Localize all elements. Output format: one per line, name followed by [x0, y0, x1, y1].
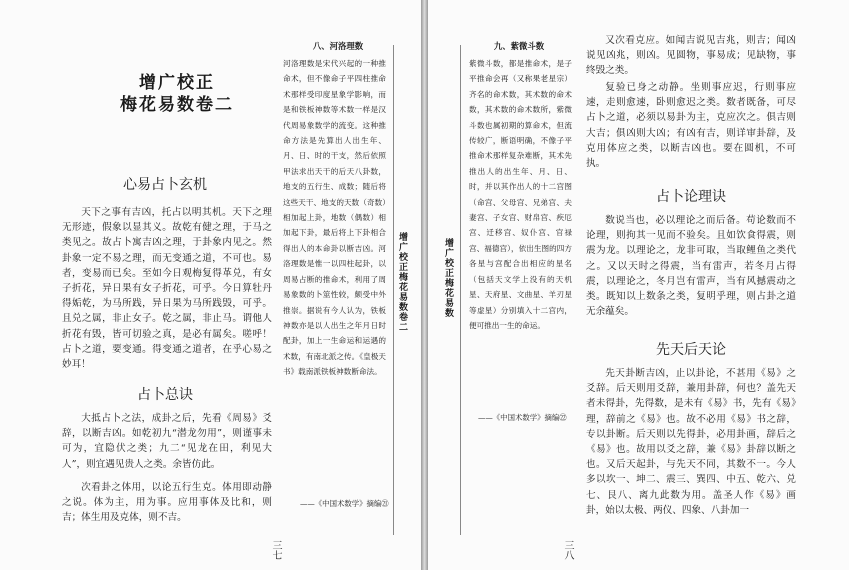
book-spine — [421, 0, 428, 570]
section-heading-lunli: 占卜论理诀 — [656, 189, 726, 205]
section-heading-zongjue: 占卜总诀 — [137, 387, 193, 403]
sidebar-heading-heluo: 八、河洛理数 — [312, 41, 364, 51]
right-page — [428, 0, 849, 570]
sidebar-heading-ziwei: 九、紫微斗数 — [493, 41, 545, 51]
section-body-zongjue-1: 大抵占卜之法，成卦之后，先看《周易》爻辞，以断吉凶。如乾初九“潜龙勿用”，则谨事未可为，宜隐伏之类；九二“见龙在田，利见大人”，则宜遇见贵人之类。余皆仿此。 — [62, 413, 272, 470]
sidebar-credit-heluo: ——《中国术数学》摘编㉑ — [300, 499, 389, 508]
running-head-right: 增广校正梅花易数 — [443, 238, 453, 318]
book-title-line1: 增广校正 — [139, 73, 215, 93]
page-number-right: 三八 — [562, 540, 573, 560]
sidebar-body-ziwei: 紫微斗数，都是推命术，是子平推命会再（又称果老星宗）齐名的命术数，其术数的命术数，其术数的命术数所，紫微斗数也属初期的算命术，但流传较广，断语明确，不像子平推命术那样复杂难断，其术先推出人的出生年、月、日、时，并以其作出人的十二宫图（命宫、父母宫、兄弟宫、夫妻宫、子女宫、财帛宫、疾厄宫、迁移宫、奴仆宫、官禄宫、福德宫），依出生图的四方各星与宫配合出相应的星名（包括天文学上没有的天机星、天府星、文曲星、羊刃星等虚星）分别填入十二宫内，便可推出一生的命运。 — [469, 59, 572, 330]
book-title-line2: 梅花易数卷二 — [120, 95, 234, 115]
sidebar-credit-ziwei: ——《中国术数学》摘编㉒ — [478, 413, 567, 422]
left-page — [0, 0, 421, 570]
section-body-xiantian: 先天卦断吉凶，止以卦论，不甚用《易》之爻辞。后天则用爻辞，兼用卦辞，何也？盖先天者未得卦，先得数，是未有《易》书，先有《易》理，辞前之《易》也。故不必用《易》书之辞，专以卦断。后天则以先得卦，必用卦画，辞后之《易》也。故用以爻之辞，兼《易》卦辞以断之也。又后天起卦，与先天不同，其数不一。今人多以坎一、坤二、震三、巽四、中五、乾六、兑七、艮八、离九此数为用。盖圣人作《易》画卦，始以太极、两仪、四象、八卦加一 — [586, 368, 796, 516]
section-body-zongjue-2: 次看卦之体用，以论五行生克。体用即动静之说。体为主，用为事。应用事体及比和，则吉；体生用及克体，则不吉。 — [62, 482, 272, 524]
section-heading-xiantian: 先天后天论 — [656, 342, 726, 358]
section-body-keying-2: 复验已身之动静。坐则事应迟，行则事应速，走则愈速，卧则愈迟之类。数者既备，可尽占卜之道，必须以易卦为主，克应次之。俱吉则大吉；俱凶则大凶；有凶有吉，则详审卦辞，及克用体应之类，以断吉凶也。要在圆机，不可执。 — [586, 82, 796, 170]
column-divider — [460, 45, 461, 535]
column-divider — [393, 45, 394, 535]
section-body-xinyi: 天下之事有吉凶，托占以明其机。天下之理无形迹，假象以显其义。故乾有健之理，于马之类见之。故占卜寓吉凶之理，于卦象内见之。然卦象一定不易之理，而无变通之道，不可也。易者，变易而已矣。至如今日观梅复得革兑，有女子折花，异日果有女子折花，可乎。今日算牡丹得姤乾，为马所践，异日果为马所践毁，可乎。且兑之属，非止女子。乾之属，非止马。谓他人折花有毁，皆可切验之真，是必有属矣。嗟呼！占卜之道，要变通。得变通之道者，在乎心易之妙耳！ — [62, 207, 272, 371]
sidebar-body-heluo: 河洛理数是宋代兴起的一种推命术，但不像命子平四柱推命术那样受印度星象学影响，而是和铁板神数等术数一样是汉代周易象数学的流变。这种推命方法是先算出人出生年、月、日、时的干支，然后依照甲法求出天干的后天八卦数，地支的五行生、成数；随后将这些天干、地支的天数（奇数）相加起上卦，地数（偶数）相加起下卦，最后将上下卦相合得出人的本命卦以断吉凶。河洛理数是惟一以四柱起卦，以周易占断的推命术，利用了周易象数的卜筮性较，颇受中外推崇。据说有今人认为，铁板神数亦是以人出生之年月日时配卦，加上一生命运和运遇的术数，有南北派之传。《皇极天书》载南派铁板神数断命法。 — [283, 59, 386, 377]
section-body-lunli: 数说当也，必以理论之而后备。苟论数而不论理，则拘其一见而不验矣。且如饮食得震，则震为龙。以理论之，龙非可取，当取鲤鱼之类代之。又以天时之得震，当有雷声，若冬月占得震，以理论之，冬月岂有雷声，当有风撼震动之类。既知以上数条之类，复明乎理，则占卦之道无余蕴矣。 — [586, 215, 796, 318]
running-head-left: 增广校正梅花易数卷二 — [397, 232, 407, 332]
section-heading-xinyi: 心易占卜玄机 — [123, 177, 207, 193]
page-number-left: 三七 — [270, 540, 281, 560]
section-body-keying-1: 又次看克应。如闻吉说见吉兆，则吉；闻凶说见凶兆，则凶。见圆物，事易成；见缺物，事终毁之类。 — [586, 35, 796, 77]
